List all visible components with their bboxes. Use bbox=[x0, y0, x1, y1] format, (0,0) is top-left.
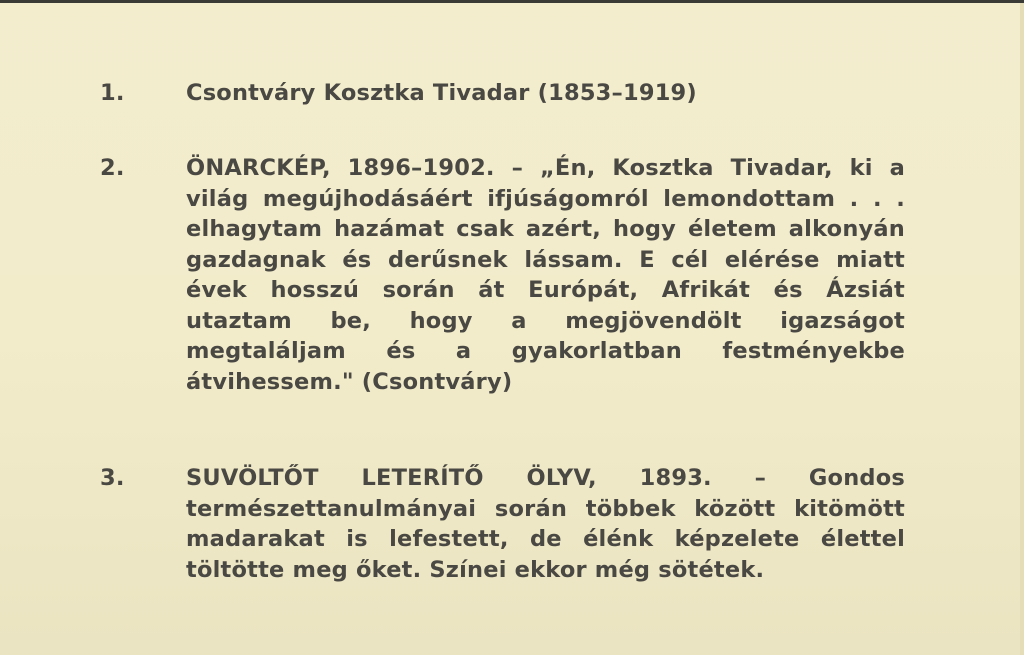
entry-1-text: Csontváry Kosztka Tivadar (1853–1919) bbox=[186, 80, 697, 106]
entry-3-number: 3. bbox=[100, 465, 125, 491]
entry-2 bbox=[100, 153, 905, 397]
entry-2-body bbox=[100, 153, 905, 397]
entry-2-number: 2. bbox=[100, 155, 125, 181]
entry-1-body bbox=[100, 78, 905, 109]
entry-1 bbox=[100, 78, 905, 109]
entry-2-text: ÖNARCKÉP, 1896–1902. – „Én, Kosztka Tivadar, ki a világ megújhodásáért ifjúságomról lemondottam . . . elhagytam hazámat csak azért, hogy életem alkonyán gazdagnak és derűsnek lássam. E cél elérése miatt évek hosszú során át Európát, Afrikát és Ázsiát utaztam be, hogy a megjövendölt igazságot megtaláljam és a gyakorlatban festményekbe átvihessem." (Csontváry) bbox=[186, 155, 905, 395]
entry-1-number: 1. bbox=[100, 80, 125, 106]
entry-3 bbox=[100, 463, 905, 585]
entry-3-text: SUVÖLTŐT LETERÍTŐ ÖLYV, 1893. – Gondos természettanulmányai során többek között kitömött madarakat is lefestett, de élénk képzelete élettel töltötte meg őket. Színei ekkor még sötétek. bbox=[186, 465, 905, 583]
entry-3-body bbox=[100, 463, 905, 585]
